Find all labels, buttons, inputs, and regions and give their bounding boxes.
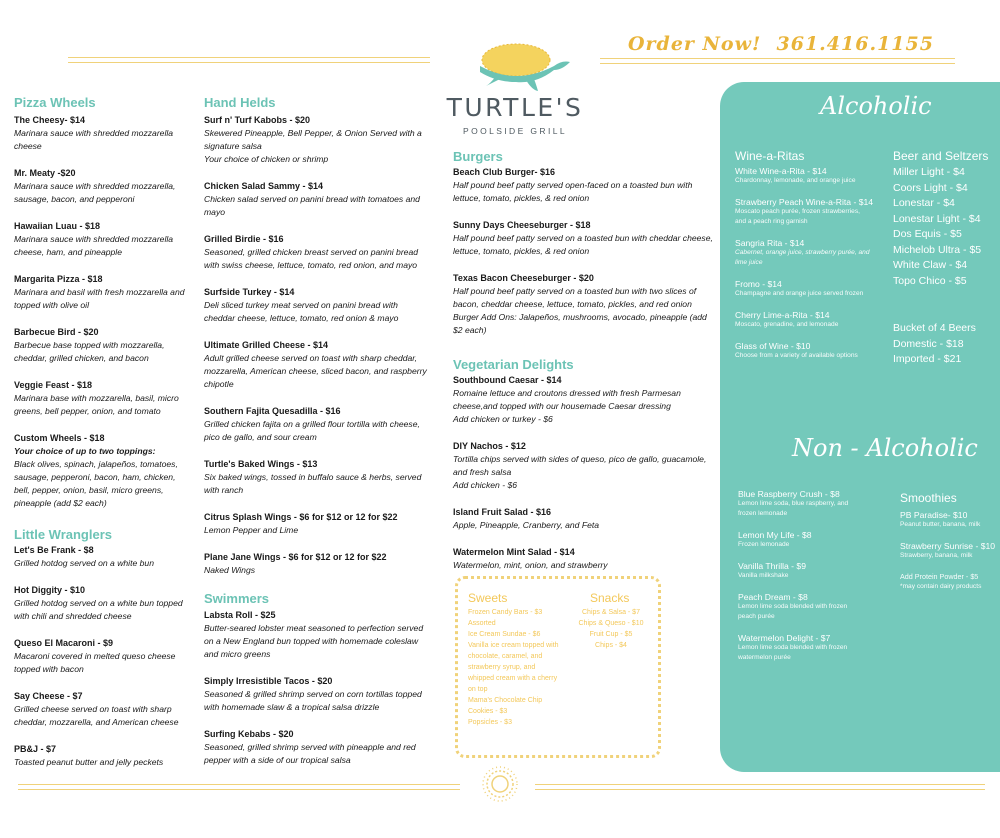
- section-title-wranglers: Little Wranglers: [14, 527, 113, 542]
- menu-item: Southbound Caesar - $14 Romaine lettuce and croutons dressed with fresh Parmesan cheese,and topped with our housemade Caesar dressing Add chicken or turkey - $6: [453, 375, 681, 424]
- wine-a-ritas-title: Wine-a-Ritas: [735, 149, 805, 163]
- menu-item: Labsta Roll - $25 Butter-seared lobster meat seasoned to perfection served on a New England bun topped with homemade coleslaw and micro greens: [204, 610, 424, 659]
- menu-item: Margarita Pizza - $18 Marinara and basil with fresh mozzarella and topped with olive oil: [14, 274, 185, 310]
- snacks-list: Chips & Salsa - $7 Chips & Queso - $10 Fruit Cup - $5 Chips - $4: [578, 609, 644, 649]
- drink-item: Cherry Lime-a-Rita - $14 Moscato, grenadine, and lemonade: [735, 310, 839, 328]
- menu-item: Veggie Feast - $18 Marinara base with mozzarella, basil, micro greens, bell pepper, onion, and tomato: [14, 380, 179, 416]
- drink-item: Watermelon Delight - $7 Lemon lime soda blended with frozen watermelon purée: [738, 633, 848, 661]
- drink-item: Vanilla Thrilla - $9 Vanilla milkshake: [738, 561, 806, 579]
- menu-item: Island Fruit Salad - $16 Apple, Pineapple, Cranberry, and Feta: [453, 507, 600, 530]
- burgers-list: [453, 166, 713, 351]
- menu-item: Chicken Salad Sammy - $14 Chicken salad served on panini bread with tomatoes and mayo: [204, 181, 420, 217]
- menu-item: Turtle's Baked Wings - $13 Six baked wings, tossed in buffalo sauce & herbs, served with ranch: [204, 459, 422, 495]
- drink-item: Lemon My Life - $8 Frozen lemonade: [738, 530, 812, 548]
- menu-item: Surfside Turkey - $14 Deli sliced turkey meat served on panini bread with cheddar cheese, lettuce, tomato, red onion & mayo: [204, 287, 399, 323]
- drink-item: Fromo - $14 Champagne and orange juice served frozen: [735, 279, 864, 297]
- divider: [18, 784, 460, 785]
- menu-item: Texas Bacon Cheeseburger - $20 Half pound beef patty served on a toasted bun with two slices of bacon, cheddar cheese, lettuce, tomato, pickles, and red onion Burger Add Ons: Jalapeños, mushrooms, avocado, pineapple (add $2 each): [453, 273, 707, 335]
- menu-item: PB&J - $7 Toasted peanut butter and jelly peckets: [14, 744, 164, 767]
- menu-item: Citrus Splash Wings - $6 for $12 or 12 for $22 Lemon Pepper and Lime: [204, 512, 398, 535]
- divider: [18, 789, 460, 790]
- divider: [600, 63, 955, 64]
- menu-item: Ultimate Grilled Cheese - $14 Adult grilled cheese served on toast with sharp cheddar, mozzarella, American cheese, sliced bacon, and raspberry chipotle: [204, 340, 427, 389]
- smoothies-title: Smoothies: [900, 491, 957, 505]
- divider: [535, 784, 985, 785]
- divider: [68, 62, 430, 63]
- section-title-pizza: Pizza Wheels: [14, 95, 96, 110]
- section-title-vegetarian: Vegetarian Delights: [453, 357, 574, 372]
- bucket-list: Bucket of 4 Beers Domestic - $18 Imported - $21: [893, 322, 976, 365]
- smoothies-list: [900, 510, 998, 603]
- turtle-logo-icon: [466, 36, 574, 92]
- non-alcoholic-title: Non - Alcoholic: [792, 434, 978, 462]
- divider: [68, 57, 430, 58]
- drink-item: Sangria Rita - $14 Cabernet, orange juice, strawberry purée, and lime juice: [735, 238, 870, 266]
- menu-item: Custom Wheels - $18 Your choice of up to two toppings: Black olives, spinach, jalapeños, tomatoes, sausage, pepperoni, bacon, ham, chicken, bell, pepper, onion, basil, micro greens, pineapple (add $2 each): [14, 433, 178, 508]
- drink-item: Peach Dream - $8 Lemon lime soda blended with frozen peach purée: [738, 592, 848, 620]
- nonalcoholic-list: [738, 489, 888, 674]
- menu-item: Watermelon Mint Salad - $14 Watermelon, mint, onion, and strawberry: [453, 547, 608, 570]
- wine-list: [735, 166, 885, 372]
- drink-item: Strawberry Sunrise - $10 Strawberry, banana, milk: [900, 541, 996, 559]
- menu-item: Mr. Meaty -$20 Marinara sauce with shredded mozzarella, sausage, bacon, and pepperoni: [14, 168, 176, 204]
- alcoholic-title: Alcoholic: [820, 92, 932, 120]
- menu-item: Surf n' Turf Kabobs - $20 Skewered Pineapple, Bell Pepper, & Onion Served with a signature salsa Your choice of chicken or shrimp: [204, 115, 422, 164]
- sweets-list: Frozen Candy Bars - $3 Assorted Ice Cream Sundae - $6 Vanilla ice cream topped with chocolate, caramel, and strawberry syrup, and whipped cream with a cherry on top Mama's Chocolate Chip Cookies - $3 Popsicles - $3: [468, 609, 559, 726]
- menu-item: DIY Nachos - $12 Tortilla chips served with sides of queso, pico de gallo, guacamole, and fresh salsa Add chicken - $6: [453, 441, 707, 490]
- divider: [535, 789, 985, 790]
- section-title-burgers: Burgers: [453, 149, 503, 164]
- wranglers-list: [14, 544, 189, 783]
- drink-item: White Wine-a-Rita - $14 Chardonnay, lemonade, and orange juice: [735, 166, 856, 184]
- drink-item: PB Paradise- $10 Peanut butter, banana, milk: [900, 510, 981, 528]
- swimmers-list: [204, 609, 429, 781]
- drink-item: Blue Raspberry Crush - $8 Lemon lime soda, blue raspberry, and frozen lemonade: [738, 489, 849, 517]
- menu-item: Say Cheese - $7 Grilled cheese served on toast with sharp cheddar, mozzarella, and American cheese: [14, 691, 179, 727]
- menu-item: The Cheesy- $14 Marinara sauce with shredded mozzarella cheese: [14, 115, 174, 151]
- menu-item: Beach Club Burger- $16 Half pound beef patty served open-faced on a toasted bun with lettuce, tomato, pickles, & red onion: [453, 167, 693, 203]
- order-now-phone: Order Now! 361.416.1155: [628, 33, 934, 55]
- divider: [600, 58, 955, 59]
- menu-item: Grilled Birdie - $16 Seasoned, grilled chicken breast served on panini bread with swiss cheese, lettuce, tomato, red onion, and mayo: [204, 234, 419, 270]
- sun-ornament-icon: [480, 764, 520, 804]
- drink-item: Add Protein Powder - $5 *may contain dairy products: [900, 572, 982, 590]
- menu-item: Southern Fajita Quesadilla - $16 Grilled chicken fajita on a grilled flour tortilla with cheese, pico de gallo, and sour cream: [204, 406, 420, 442]
- menu-item: Hawaiian Luau - $18 Marinara sauce with shredded mozzarella cheese, ham, and pineapple: [14, 221, 174, 257]
- brand-subtitle: POOLSIDE GRILL: [463, 126, 567, 136]
- section-title-swimmers: Swimmers: [204, 591, 270, 606]
- menu-item: Queso El Macaroni - $9 Macaroni covered in melted queso cheese topped with bacon: [14, 638, 176, 674]
- brand-name: TURTLE'S: [446, 93, 584, 122]
- snacks-title: Snacks: [590, 591, 630, 605]
- menu-item: Plane Jane Wings - $6 for $12 or 12 for $22 Naked Wings: [204, 552, 387, 575]
- menu-item: Hot Diggity - $10 Grilled hotdog served on a white bun topped with chili and shredded cheese: [14, 585, 183, 621]
- menu-item: Barbecue Bird - $20 Barbecue base topped with mozzarella, cheddar, grilled chicken, and bacon: [14, 327, 165, 363]
- handhelds-list: [204, 114, 429, 591]
- menu-item: Let's Be Frank - $8 Grilled hotdog served on a white bun: [14, 545, 154, 568]
- sweets-title: Sweets: [468, 591, 508, 605]
- drink-item: Strawberry Peach Wine-a-Rita - $14 Moscato peach purée, frozen strawberries, and a peach ring garnish: [735, 197, 874, 225]
- drink-item: Glass of Wine - $10 Choose from a variety of available options: [735, 341, 858, 359]
- beer-title: Beer and Seltzers: [893, 149, 989, 163]
- menu-item: Simply Irresistible Tacos - $20 Seasoned & grilled shrimp served on corn tortillas topped with homemade slaw & a tropical salsa drizzle: [204, 676, 422, 712]
- beer-list: Miller Light - $4 Coors Light - $4 Lonestar - $4 Lonestar Light - $4 Dos Equis - $5 Michelob Ultra - $5 White Claw - $4 Topo Chico - $5: [893, 166, 982, 287]
- menu-item: Sunny Days Cheeseburger - $18 Half pound beef patty served on a toasted bun with cheddar cheese, lettuce, tomato, pickles, & red onion: [453, 220, 713, 256]
- section-title-handhelds: Hand Helds: [204, 95, 276, 110]
- vegetarian-list: [453, 374, 713, 586]
- menu-item: Surfing Kebabs - $20 Seasoned, grilled shrimp served with pineapple and red pepper with a side of our tropical salsa: [204, 729, 416, 765]
- pizza-list: [14, 114, 189, 524]
